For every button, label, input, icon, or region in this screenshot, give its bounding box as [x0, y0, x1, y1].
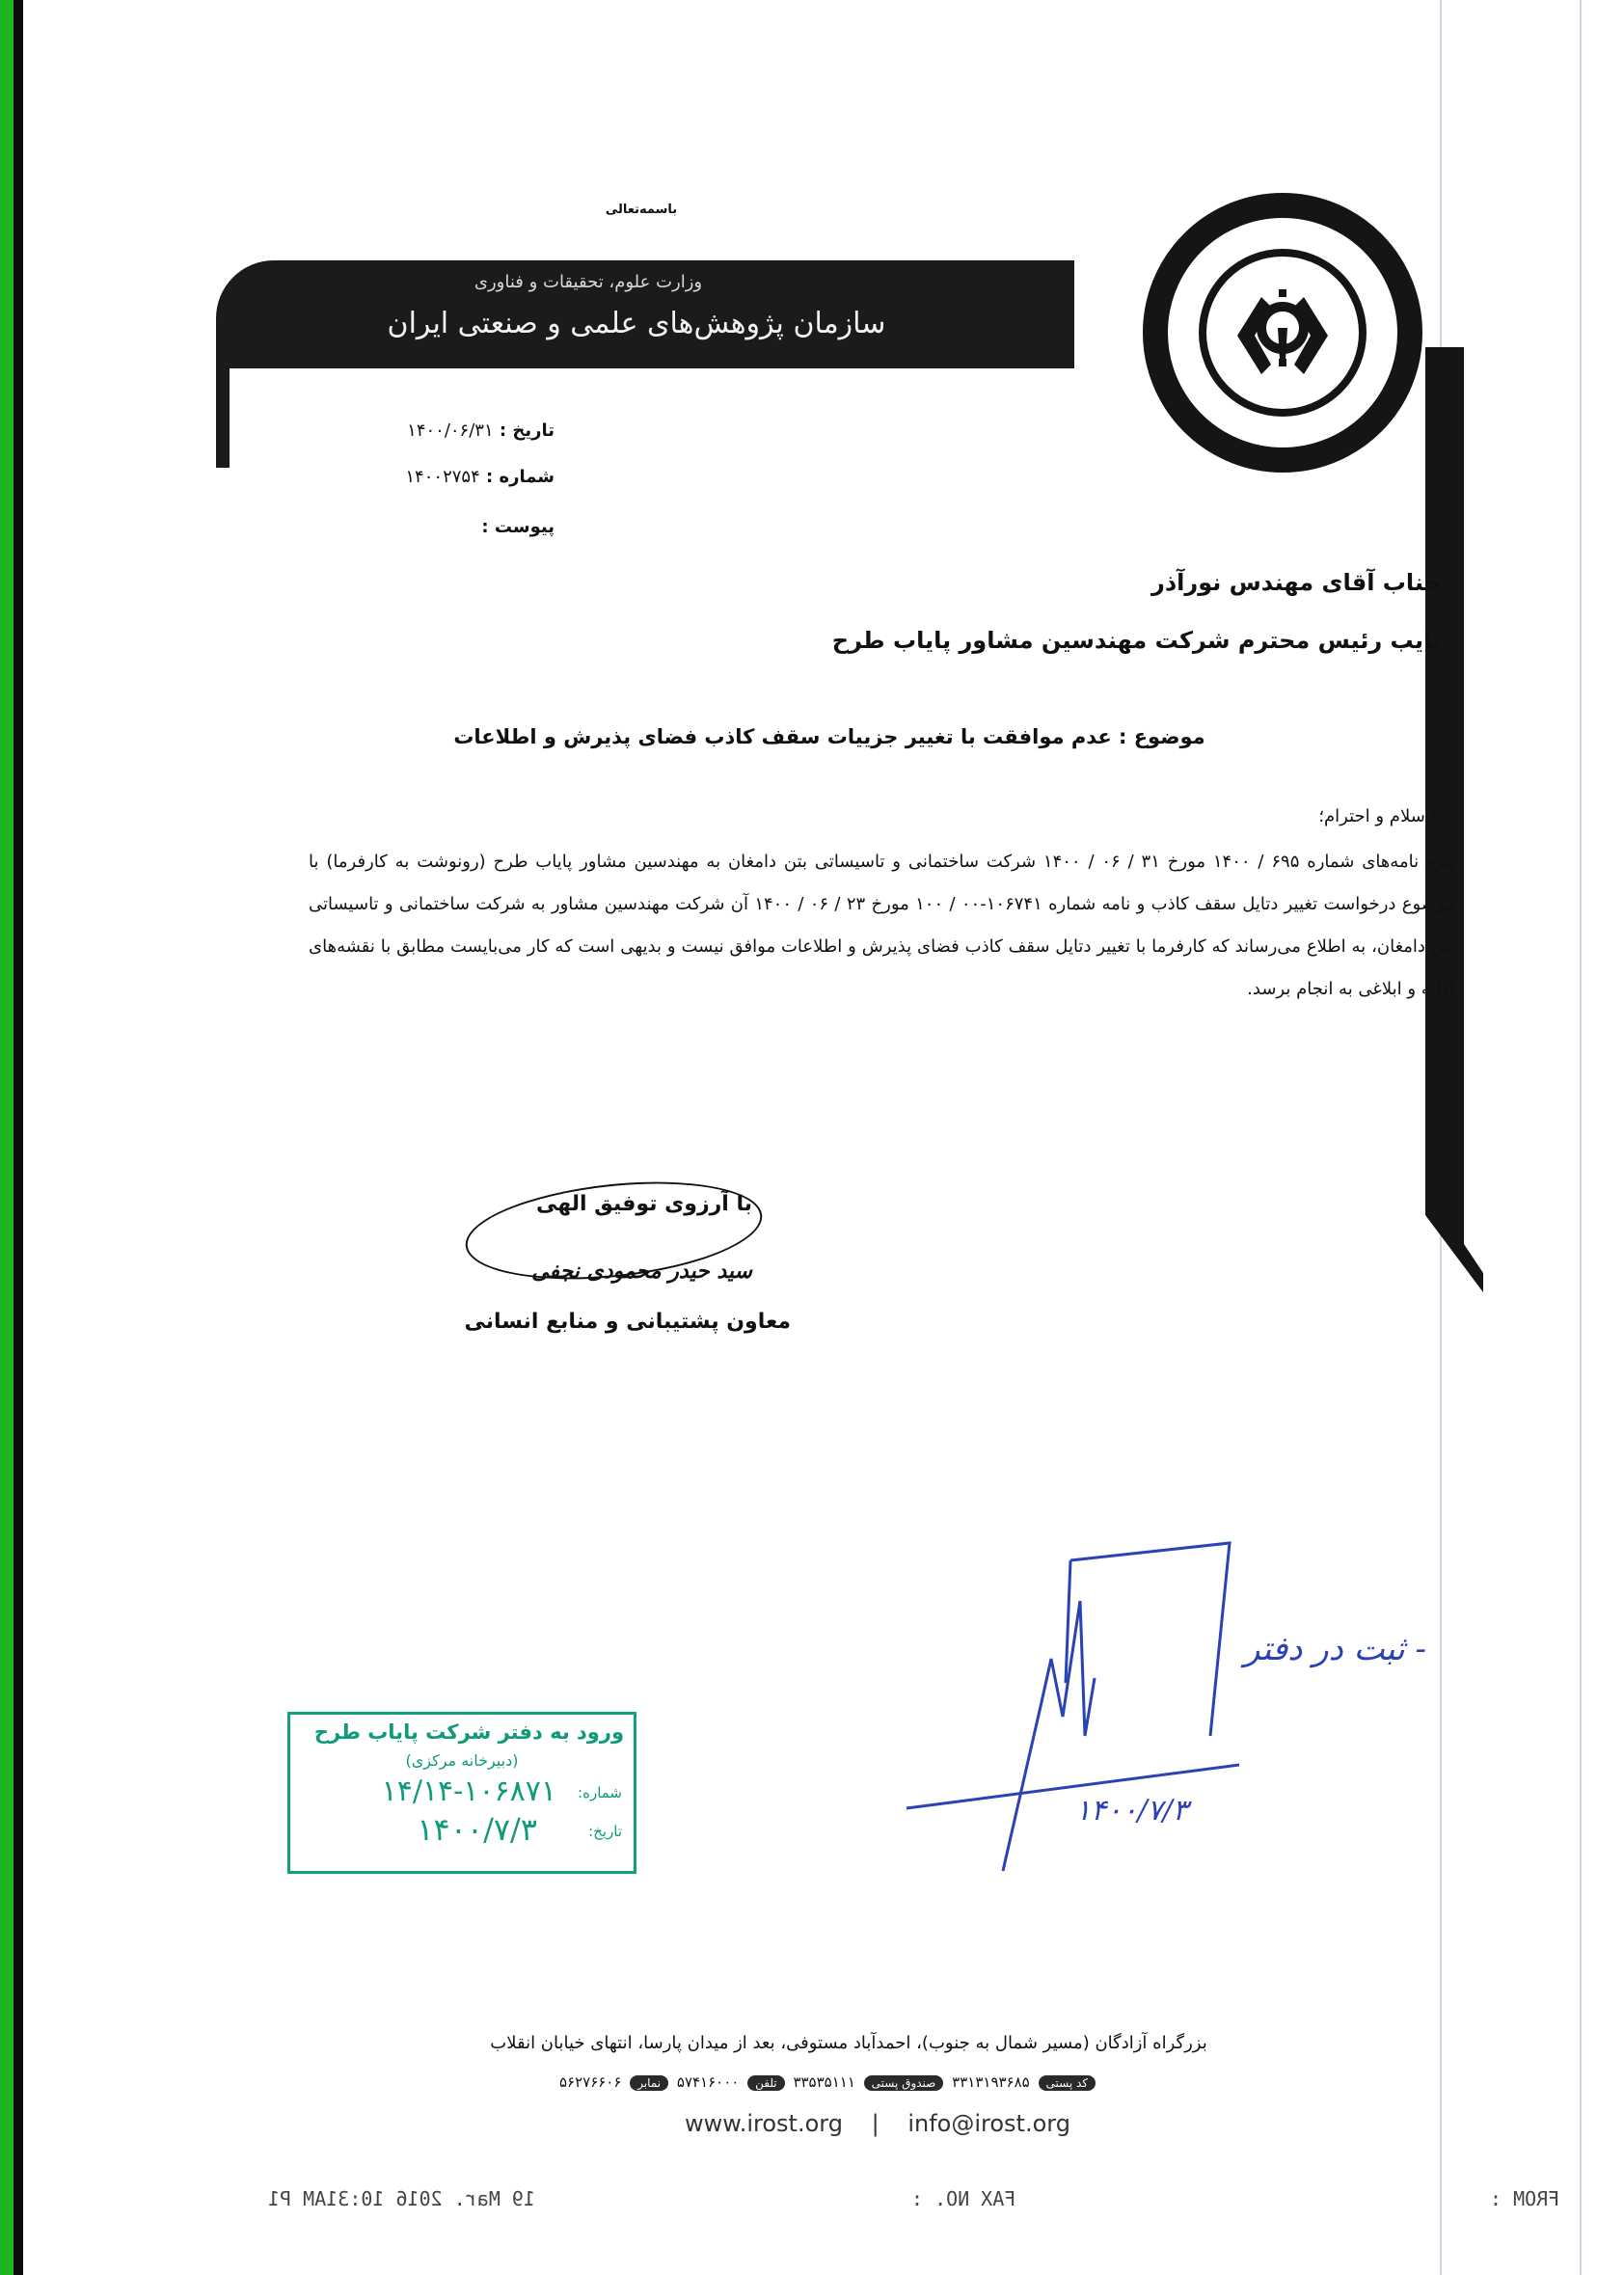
- scan-artifact-line: [1580, 0, 1582, 2275]
- handwritten-note: - ثبت در دفتر: [1244, 1630, 1426, 1668]
- handwritten-date: ۱۴۰۰/۷/۳: [1075, 1794, 1188, 1828]
- bismillah: باسمه‌تعالی: [605, 203, 678, 217]
- footer-separator: |: [871, 2110, 880, 2137]
- greeting: با سلام و احترام؛: [1318, 806, 1441, 826]
- closing-wish: با آرزوی توفیق الهی: [535, 1192, 752, 1216]
- addressee-line-1: جناب آقای مهندس نورآذر: [1151, 569, 1441, 596]
- fax-number: FAX NO. :: [911, 2187, 1016, 2210]
- letter-subject: موضوع : عدم موافقت با تغییر جزییات سقف کاذب فضای پذیرش و اطلاعات: [453, 725, 1205, 748]
- fax: ۵۶۲۷۶۶۰۶: [558, 2073, 622, 2091]
- postal-code-label: کد پستی: [1039, 2075, 1096, 2091]
- phone: ۵۷۴۱۶۰۰۰: [676, 2073, 740, 2091]
- receipt-stamp: [287, 1712, 636, 1874]
- signer-name: سید حیدر محمودی نجفی: [531, 1259, 752, 1284]
- date-value: ۱۴۰۰/۰۶/۳۱: [407, 420, 494, 441]
- fax-label: نمابر: [630, 2075, 668, 2091]
- stamp-subtitle: (دبیرخانه مرکزی): [405, 1751, 519, 1770]
- stamp-number-value: ۱۴/۱۴-۱۰۶۸۷۱: [381, 1774, 556, 1808]
- stamp-date-label: تاریخ:: [588, 1823, 622, 1840]
- footer-web: [675, 2110, 1080, 2137]
- date-row: [342, 420, 555, 441]
- website-link[interactable]: www.irost.org: [685, 2110, 843, 2137]
- stamp-number-label: شماره:: [578, 1784, 622, 1801]
- letterhead-right-foot: [1425, 1186, 1483, 1292]
- letter-body: پیرو نامه‌های شماره ۶۹۵ / ۱۴۰۰ مورخ ۳۱ / ۰۶ / ۱۴۰۰ شرکت ساختمانی و تاسیساتی بتن دامغان به مهندسین مشاور پایاب طرح (رونوشت به کارفرما) با موضوع درخواست تغییر دتایل سقف کاذب و نامه شماره ۱۰۶۷۴۱-۰۰ / ۱۰۰ مورخ ۲۳ / ۰۶ / ۱۴۰۰ آن شرکت مهندسین مشاور به شرکت ساختمانی و تاسیساتی بتن دامغان، به اطلاع می‌رساند که کارفرما با تغییر دتایل سقف کاذب فضای پذیرش و اطلاعات موافق نیست و بدیهی است که کار می‌بایست مطابق با نقشه‌های اولیه و ابلاغی به انجام برسد.: [309, 852, 1455, 999]
- stamp-date-value: ۱۴۰۰/۷/۳: [417, 1811, 537, 1848]
- letterhead-banner-tail: [216, 357, 230, 468]
- date-label: تاریخ :: [499, 420, 555, 441]
- addressee-line-2: نایب رئیس محترم شرکت مهندسین مشاور پایاب طرح: [831, 627, 1441, 654]
- organization-name: سازمان پژوهش‌های علمی و صنعتی ایران: [387, 307, 886, 340]
- fax-from: FROM :: [1490, 2187, 1560, 2210]
- handwritten-signature: [897, 1533, 1263, 1881]
- footer-contacts: [405, 2073, 1254, 2091]
- footer-address: بزرگراه آزادگان (مسیر شمال به جنوب)، احمدآباد مستوفی، بعد از میدان پارسا، انتهای خیابان انقلاب: [490, 2033, 1207, 2053]
- scan-edge-black: [14, 0, 23, 2275]
- fax-timestamp: 19 Mar. 2016 10:31AM P1: [268, 2187, 535, 2210]
- scan-edge-green: [0, 0, 14, 2275]
- phone-label: تلفن: [747, 2075, 785, 2091]
- email-link[interactable]: info@irost.org: [907, 2110, 1070, 2137]
- attachment-label: پیوست :: [481, 517, 555, 537]
- irost-logo-icon: [1218, 268, 1347, 397]
- signer-title: معاون پشتیبانی و منابع انسانی: [464, 1310, 791, 1334]
- number-value: ۱۴۰۰۲۷۵۴: [405, 467, 480, 487]
- attachment-row: [342, 517, 555, 537]
- number-row: [342, 467, 555, 487]
- stamp-title: ورود به دفتر شرکت پایاب طرح: [313, 1720, 624, 1744]
- postal-code: ۳۳۱۳۱۹۳۶۸۵: [952, 2073, 1030, 2091]
- number-label: شماره :: [486, 467, 555, 487]
- letterhead-right-band: [1425, 347, 1464, 1196]
- ministry-name: وزارت علوم، تحقیقات و فناوری: [474, 272, 703, 292]
- po-box-label: صندوق پستی: [864, 2075, 944, 2091]
- po-box: ۳۳۵۳۵۱۱۱: [793, 2073, 855, 2091]
